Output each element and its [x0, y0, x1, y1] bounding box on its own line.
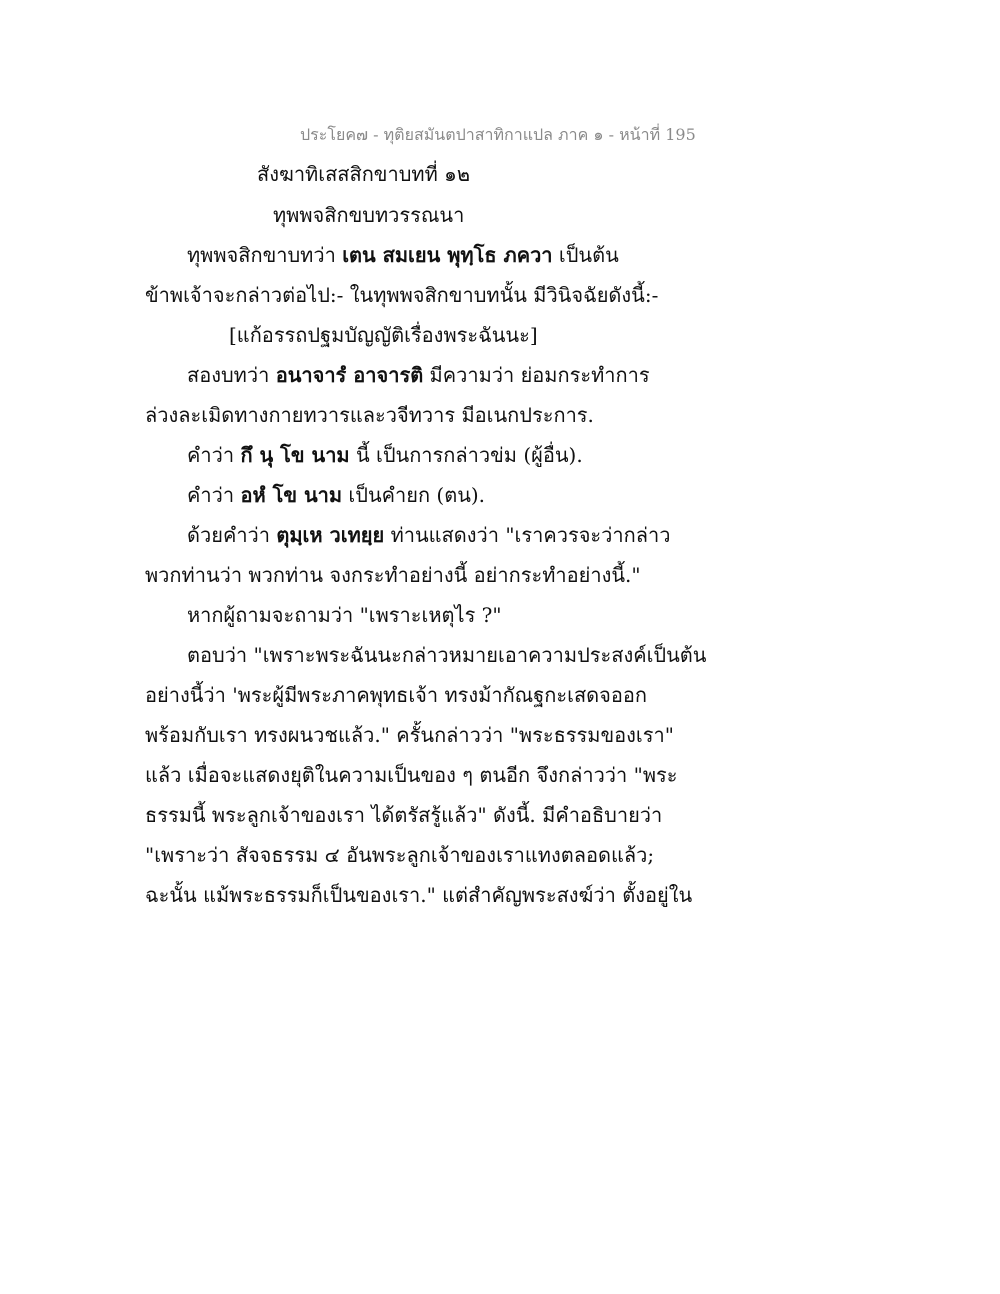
paragraph-7-line-1: ตอบว่า "เพราะพระฉันนะกล่าวหมายเอาความประสงค์เป็นต้น	[187, 643, 707, 667]
paragraph-2-line-1	[187, 361, 650, 389]
text-run: ด้วยคำว่า	[187, 523, 277, 547]
paragraph-4	[187, 481, 485, 509]
paragraph-2-line-2: ล่วงละเมิดทางกายทวารและวจีทวาร มีอเนกประการ.	[145, 403, 594, 427]
pali-term: ตุมฺเห วเทยฺย	[276, 523, 385, 547]
pali-term: อนาจารํ อาจารติ	[275, 363, 424, 387]
text-run: ท่านแสดงว่า "เราควรจะว่ากล่าว	[384, 523, 671, 547]
text-run: คำว่า	[187, 483, 241, 507]
paragraph-7-line-5: ธรรมนี้ พระลูกเจ้าของเรา ได้ตรัสรู้แล้ว" ดังนี้. มีคำอธิบายว่า	[145, 803, 663, 827]
paragraph-7-line-7: ฉะนั้น แม้พระธรรมก็เป็นของเรา." แต่สำคัญพระสงฆ์ว่า ตั้งอยู่ใน	[145, 883, 693, 907]
paragraph-3	[187, 441, 583, 469]
text-run: นี้ เป็นการกล่าวข่ม (ผู้อื่น).	[349, 443, 583, 467]
pali-term: กึ นุ โข นาม	[240, 443, 350, 467]
text-run: คำว่า	[187, 443, 241, 467]
paragraph-7-line-6: "เพราะว่า สัจจธรรม ๔ อันพระลูกเจ้าของเราแทงตลอดแล้ว;	[145, 843, 655, 867]
text-run: เป็นคำยก (ตน).	[342, 483, 486, 507]
text-run: ทุพพจสิกขาบทว่า	[187, 243, 343, 267]
paragraph-7-line-3: พร้อมกับเรา ทรงผนวชแล้ว." ครั้นกล่าวว่า "พระธรรมของเรา"	[145, 723, 674, 747]
text-run: สองบทว่า	[187, 363, 276, 387]
chapter-subtitle: ทุพพจสิกขบทวรรณนา	[273, 203, 465, 227]
page-header: ประโยค๗ - ทุติยสมันตปาสาทิกาแปล ภาค ๑ - หน้าที่ 195	[300, 125, 696, 144]
text-run: มีความว่า ย่อมกระทำการ	[423, 363, 650, 387]
paragraph-1-line-2: ข้าพเจ้าจะกล่าวต่อไป:- ในทุพพจสิกขาบทนั้น มีวินิจฉัยดังนี้:-	[145, 283, 659, 307]
paragraph-1-line-1	[187, 241, 619, 269]
pali-term: เตน สมเยน พุทฺโธ ภควา	[342, 243, 553, 267]
paragraph-6: หากผู้ถามจะถามว่า "เพราะเหตุไร ?"	[187, 603, 502, 627]
paragraph-7-line-2: อย่างนี้ว่า 'พระผู้มีพระภาคพุทธเจ้า ทรงม้ากัณฐกะเสดจออก	[145, 683, 648, 707]
paragraph-7-line-4: แล้ว เมื่อจะแสดงยุติในความเป็นของ ๆ ตนอีก จึงกล่าวว่า "พระ	[145, 763, 678, 787]
paragraph-5-line-1	[187, 521, 670, 549]
pali-term: อหํ โข นาม	[240, 483, 343, 507]
paragraph-5-line-2: พวกท่านว่า พวกท่าน จงกระทำอย่างนี้ อย่ากระทำอย่างนี้."	[145, 563, 641, 587]
text-run: เป็นต้น	[552, 243, 619, 267]
section-heading: [แก้อรรถปฐมบัญญัติเรื่องพระฉันนะ]	[229, 323, 538, 347]
chapter-title: สังฆาทิเสสสิกขาบทที่ ๑๒	[257, 162, 470, 186]
